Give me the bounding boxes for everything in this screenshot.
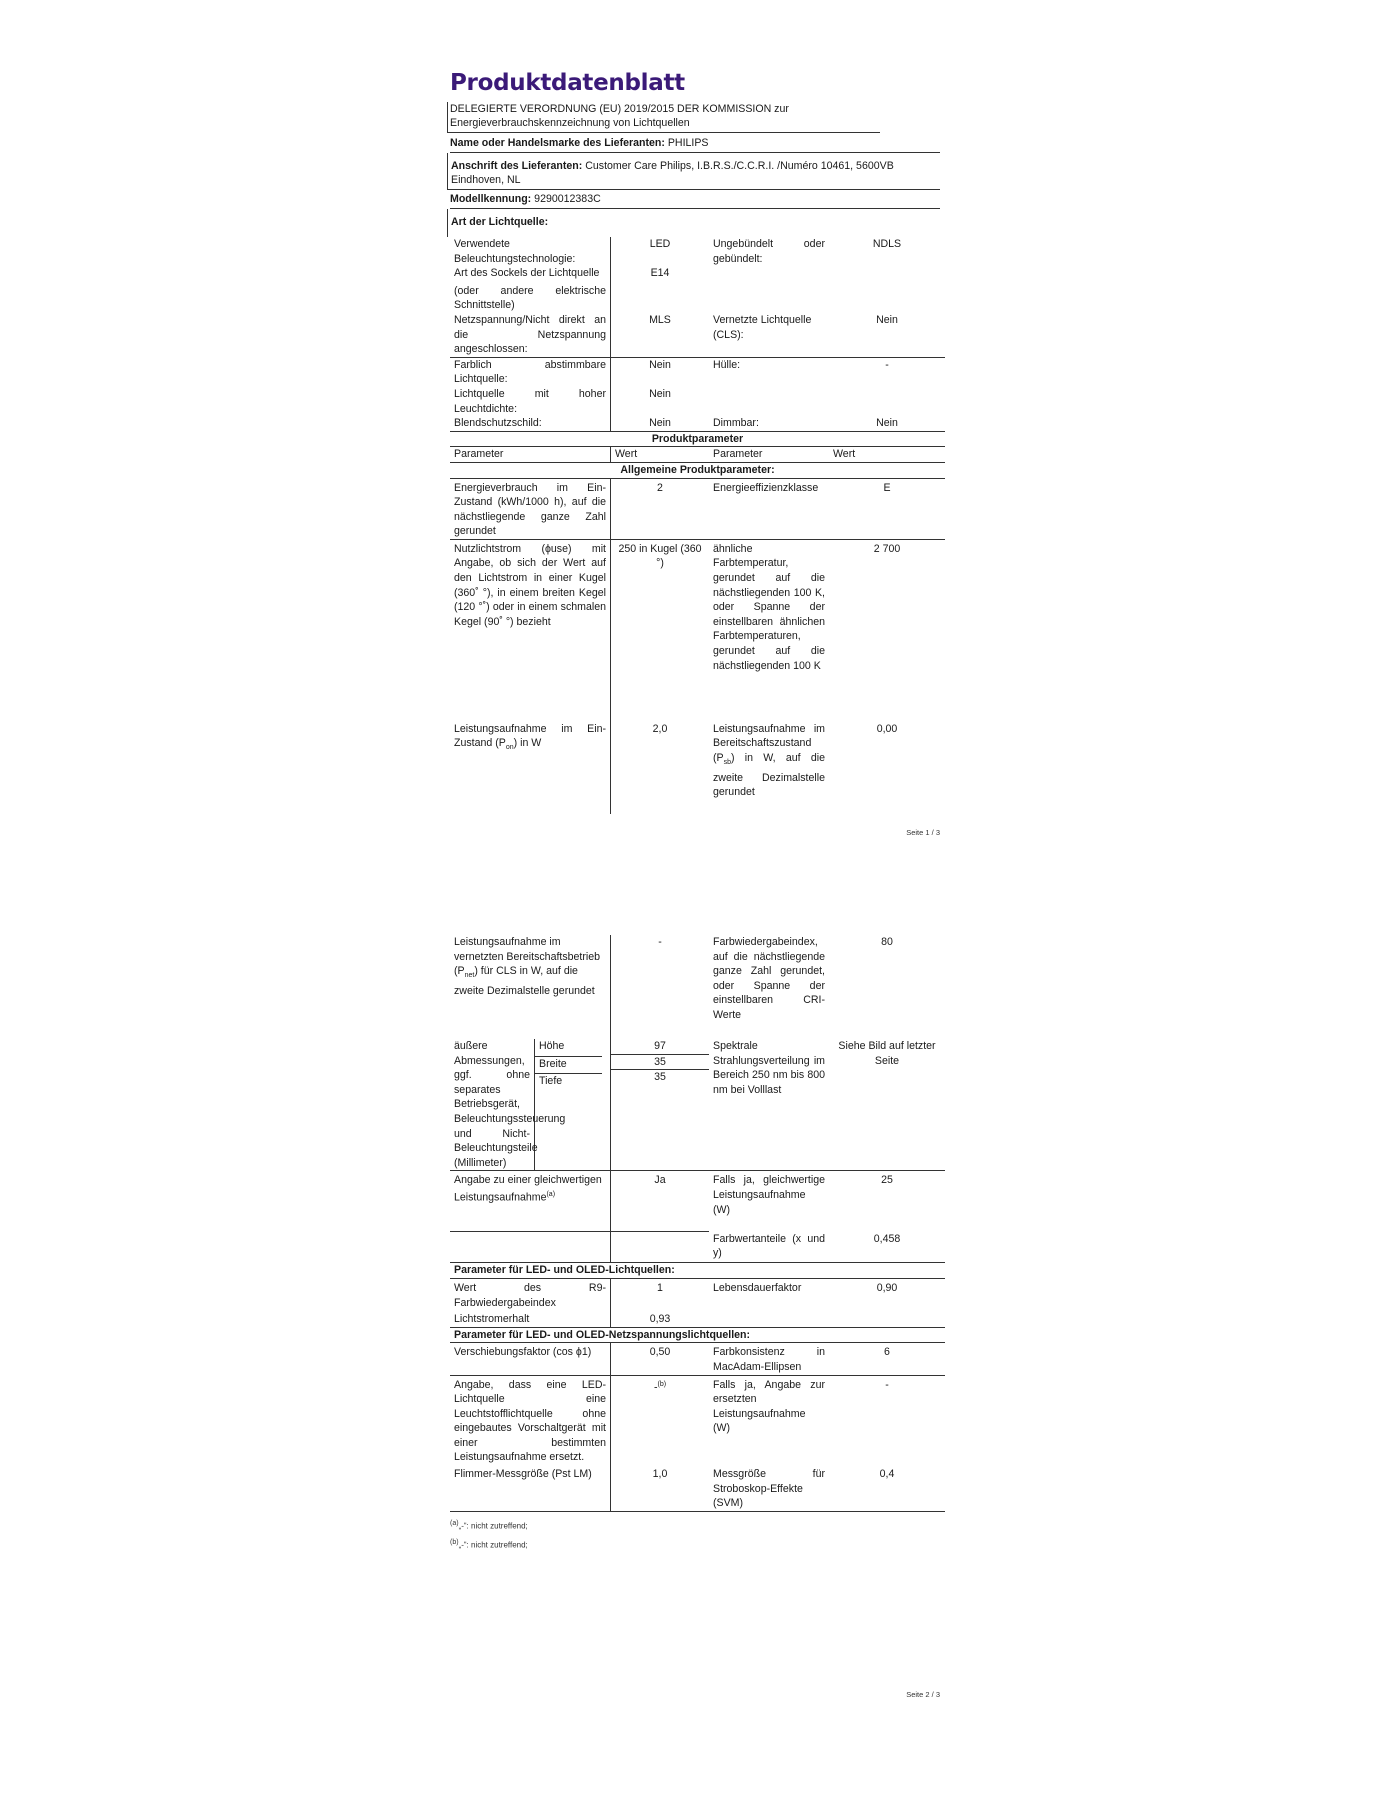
replace-value: -$^{(b)}$ [653,1380,667,1394]
survival-value: 0,90 [876,1281,898,1294]
width-label: Breite [535,1056,603,1074]
table-row [450,1232,945,1263]
supplier-value: PHILIPS [667,137,709,149]
table-row [450,1039,945,1171]
mains-params-heading: Parameter für LED- und OLED-Netzspannungslichtquellen: [450,1327,945,1343]
address-row [447,153,940,190]
table-row [450,1263,945,1279]
psb-label: Leistungsaufnahme im Bereitschaftszustand $(P_{sb})$ in W, auf die zweite Dezimalstelle gerundet [713,722,825,799]
r9-label: Wert des R9-Farbwiedergabeindex [450,1278,611,1310]
table-row [450,266,945,281]
table-row [450,935,945,1039]
consistency-value: 6 [829,1343,945,1375]
r9-value: 1 [657,1281,663,1294]
cri-label: Farbwiedergabeindex, auf die nächstliegende ganze Zahl gerundet, oder Spanne der einstellbaren CRI-Werte [713,936,825,1021]
height-value: 97 [611,1039,709,1055]
table-row [450,1375,945,1465]
equiv-label: Angabe zu einer gleichwertigen Leistungsaufnahme$^{(a)}$ [450,1171,611,1232]
table-row [450,1171,945,1232]
table-header-row [450,447,945,463]
tunable-label: Farblich abstimmbare Lichtquelle: [450,357,611,387]
consistency-label: Farbkonsistenz in MacAdam-Ellipsen [709,1343,829,1375]
page-number: Seite 2 / 3 [906,1690,940,1699]
dimensions-cell [450,1039,611,1171]
mains-value: MLS [611,313,710,357]
high-luminance-value: Nein [649,387,671,400]
lumen-maintenance-label: Lichtstromerhalt [450,1310,611,1327]
directional-value: NDLS [872,238,902,250]
model-label: Modellkennung: [450,193,532,205]
cap-label-2: (oder andere elektrische Schnittstelle) [450,281,611,313]
table-row [450,1465,945,1512]
model-value: 9290012383C [534,193,601,205]
dimensions-values [611,1039,710,1171]
cls-label: Vernetzte Lichtquelle (CLS): [709,313,829,357]
dpf-value: 0,50 [611,1343,710,1375]
psb-value: 0,00 [876,722,898,735]
height-label: Höhe [535,1039,603,1056]
glare-label: Blendschutzschild: [450,416,611,431]
footnote-a: $^{(a)}$„-“: nicht zutreffend; [450,1520,528,1531]
light-source-table [450,237,945,814]
dimmable-label: Dimmbar: [713,417,759,430]
footnote-b: $^{(b)}$„-“: nicht zutreffend; [450,1538,528,1550]
lumen-maintenance-value: 0,93 [649,1313,671,1326]
table-row [450,237,945,266]
depth-label: Tiefe [539,1075,563,1088]
page-title: Produktdatenblatt [450,70,685,96]
col-value-header: Wert [611,447,710,463]
pon-label: Leistungsaufnahme im Ein-Zustand $(P_{on})$ in W [450,718,611,814]
pnet-label: Leistungsaufnahme im vernetzten Bereitschaftsbetrieb $(P_{net})$ für CLS in W, auf die zweite Dezimalstelle gerundet [450,935,611,1039]
led-params-heading: Parameter für LED- und OLED-Lichtquellen: [450,1263,945,1279]
cap-label: Art des Sockels der Lichtquelle [450,266,611,281]
flicker-value: 1,0 [611,1465,710,1512]
chroma-value: 0,458 [873,1232,901,1245]
survival-label: Lebensdauerfaktor [713,1281,802,1294]
parameters-table-continued [450,935,945,1512]
depth-value: 35 [654,1071,666,1084]
address-label: Anschrift des Lieferanten: [451,160,583,172]
pon-value: 2,0 [652,722,668,735]
equiv-power-label: Falls ja, gleichwertige Leistungsaufnahme (W) [713,1174,825,1216]
table-row [450,1310,945,1327]
table-row [450,357,945,387]
table-row [450,387,945,416]
general-params-heading: Allgemeine Produktparameter: [450,462,945,478]
col-param-header-2: Parameter [709,447,829,463]
page-number: Seite 1 / 3 [906,828,940,837]
col-value-header-2: Wert [829,447,945,463]
dimmable-value: Nein [876,417,898,430]
replace-power-label: Falls ja, Angabe zur ersetzten Leistungsaufnahme (W) [713,1378,825,1435]
equiv-power-value: 25 [881,1174,893,1187]
chroma-label: Farbwertanteile (x und y) [713,1232,825,1260]
table-row [450,462,945,478]
col-param-header: Parameter [450,447,611,463]
flux-label: Nutzlichtstrom (ϕuse) mit Angabe, ob sich der Wert auf den Lichtstrom in einer Kugel (360˚ °), in einem breiten Kegel (120 °˚) oder in einem schmalen Kegel (90˚ °) bezieht [450,539,611,718]
technology-value: LED [649,238,671,250]
dimensions-label: äußere Abmessungen, ggf. ohne separates Betriebsgerät, Beleuchtungssteuerung und Nicht-Beleuchtungsteile (Millimeter) [450,1039,535,1170]
table-row [450,1278,945,1310]
cap-value: E14 [650,267,670,280]
type-heading: Art der Lichtquelle: [447,209,940,237]
envelope-value: - [885,358,889,371]
width-value: 35 [611,1055,709,1071]
energy-value: 2 [611,478,710,539]
cct-value: 2 700 [873,542,901,555]
model-row [450,190,940,209]
supplier-row [450,133,940,153]
spectral-label: Spektrale Strahlungsverteilung im Bereich 250 nm bis 800 nm bei Volllast [709,1039,829,1171]
supplier-label: Name oder Handelsmarke des Lieferanten: [450,137,665,149]
page-2 [450,935,940,1699]
glare-value: Nein [649,417,671,430]
regulation-text: DELEGIERTE VERORDNUNG (EU) 2019/2015 DER KOMMISSION zur Energieverbrauchskennzeichnung von Lichtquellen [447,102,880,133]
dpf-label: Verschiebungsfaktor (cos ϕ1) [450,1343,611,1375]
cls-value: Nein [829,313,945,357]
table-row [450,1327,945,1343]
dimensions-subtable [450,1039,602,1170]
high-luminance-label: Lichtquelle mit hoher Leuchtdichte: [450,387,611,416]
flicker-label: Flimmer-Messgröße (Pst LM) [450,1465,611,1512]
cri-value: 80 [881,936,893,948]
pnet-value: - [658,936,662,948]
table-row [450,416,945,431]
directional-label: Ungebündelt oder gebündelt: [713,238,825,265]
technology-label: Verwendete Beleuchtungstechnologie: [450,237,611,266]
equiv-value: Ja [611,1171,710,1232]
table-row [450,431,945,447]
table-row [450,539,945,718]
table-row [450,718,945,814]
svm-label: Messgröße für Stroboskop-Effekte (SVM) [709,1465,829,1512]
energy-label: Energieverbrauch im Ein-Zustand (kWh/1000 h), auf die nächstliegende ganze Zahl gerundet [450,478,611,539]
replace-power-value: - [885,1378,889,1391]
efficiency-class-value: E [829,478,945,539]
flux-value: 250 in Kugel (360 °) [618,542,702,570]
tunable-value: Nein [649,358,671,371]
replace-label: Angabe, dass eine LED-Lichtquelle eine Leuchtstofflichtquelle ohne eingebautes Vorschaltgerät mit einer bestimmten Leistungsaufnahme ersetzt. [450,1375,611,1465]
envelope-label: Hülle: [713,358,741,371]
efficiency-class-label: Energieeffizienzklasse [709,478,829,539]
address-value: Customer Care Philips, I.B.R.S./C.C.R.I. /Numéro 10461, 5600VB Eindhoven, NL [451,160,894,186]
cct-label: ähnliche Farbtemperatur, gerundet auf die nächstliegenden 100 K, oder Spanne der einstellbaren ähnlichen Farbtemperaturen, gerundet auf die nächstliegenden 100 K [713,542,825,672]
product-params-heading: Produktparameter [450,431,945,447]
table-row [450,1343,945,1375]
table-row [450,313,945,357]
table-row [450,478,945,539]
spectral-value: Siehe Bild auf letzter Seite [829,1039,945,1171]
table-row [450,281,945,313]
mains-label: Netzspannung/Nicht direkt an die Netzspannung angeschlossen: [450,313,611,357]
svm-value: 0,4 [829,1465,945,1512]
page-1 [450,70,940,837]
